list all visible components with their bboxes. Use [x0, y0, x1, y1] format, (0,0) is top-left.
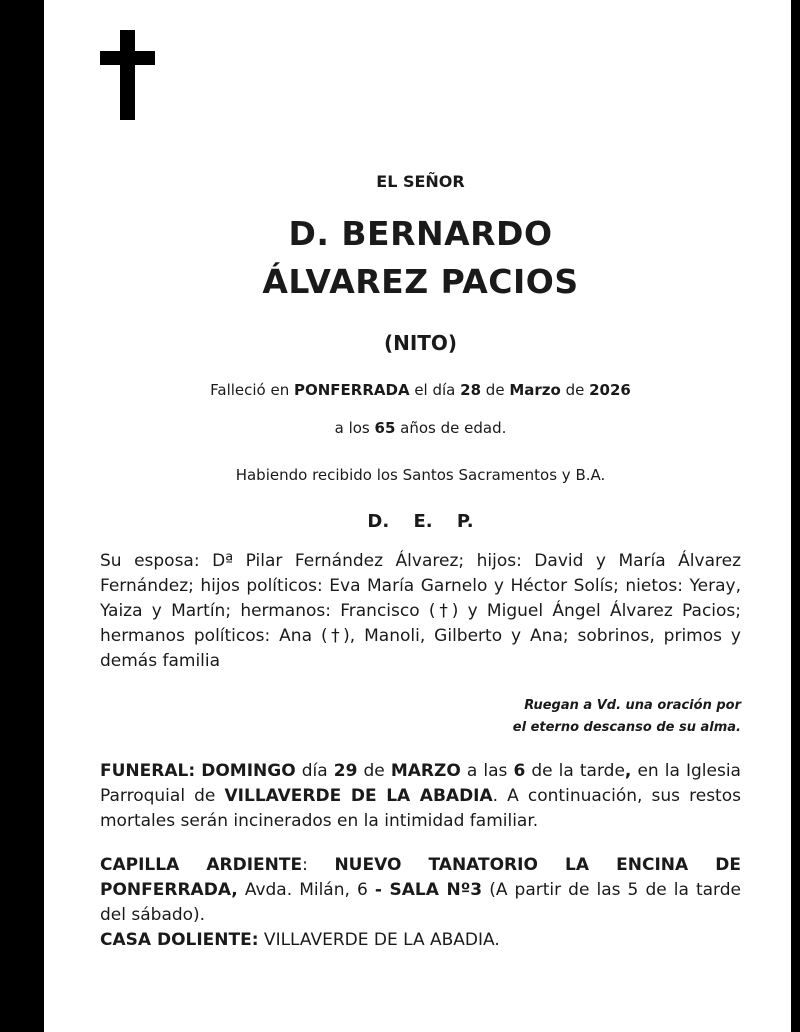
deceased-name-line2: ÁLVAREZ PACIOS: [262, 262, 579, 301]
funeral-info: FUNERAL: DOMINGO día 29 de MARZO a las 6 de la tarde, en la Iglesia Parroquial de VILLAVERDE DE LA ABADIA. A continuación, sus restos mortales serán incinerados en la intimidad familiar.: [100, 761, 741, 831]
prayer-request: Ruegan a Vd. una oración por el eterno descanso de su alma.: [512, 698, 741, 735]
rest-in-peace: D. E. P.: [367, 511, 474, 532]
nickname: (NITO): [383, 331, 458, 355]
title: EL SEÑOR: [376, 172, 465, 191]
right-black-border: [791, 0, 800, 1032]
family-list: Su esposa: Dª Pilar Fernández Álvarez; hijos: David y María Álvarez Fernández; hijos políticos: Eva María Garnelo y Héctor Solís; nietos: Yeray, Yaiza y Martín; hermanos: Francisco (†) y Miguel Ángel Álvarez Pacios; hermanos políticos: Ana (†), Manoli, Gilberto y Ana; sobrinos, primos y demás familia: [100, 551, 741, 671]
sacraments-text: Habiendo recibido los Santos Sacramentos y B.A.: [235, 466, 606, 484]
chapel-info: CAPILLA ARDIENTE: NUEVO TANATORIO LA ENCINA DE PONFERRADA, Avda. Milán, 6 - SALA Nº3 (A partir de las 5 de la tarde del sábado).: [100, 855, 742, 925]
house-info: CASA DOLIENTE: VILLAVERDE DE LA ABADIA.: [100, 930, 500, 950]
age-statement: a los 65 años de edad.: [334, 419, 507, 437]
left-black-border: [0, 0, 44, 1032]
latin-cross-icon: [100, 30, 155, 120]
deceased-name-line1: D. BERNARDO: [288, 214, 553, 253]
death-statement: Falleció en PONFERRADA el día 28 de Marzo de 2026: [210, 381, 631, 399]
